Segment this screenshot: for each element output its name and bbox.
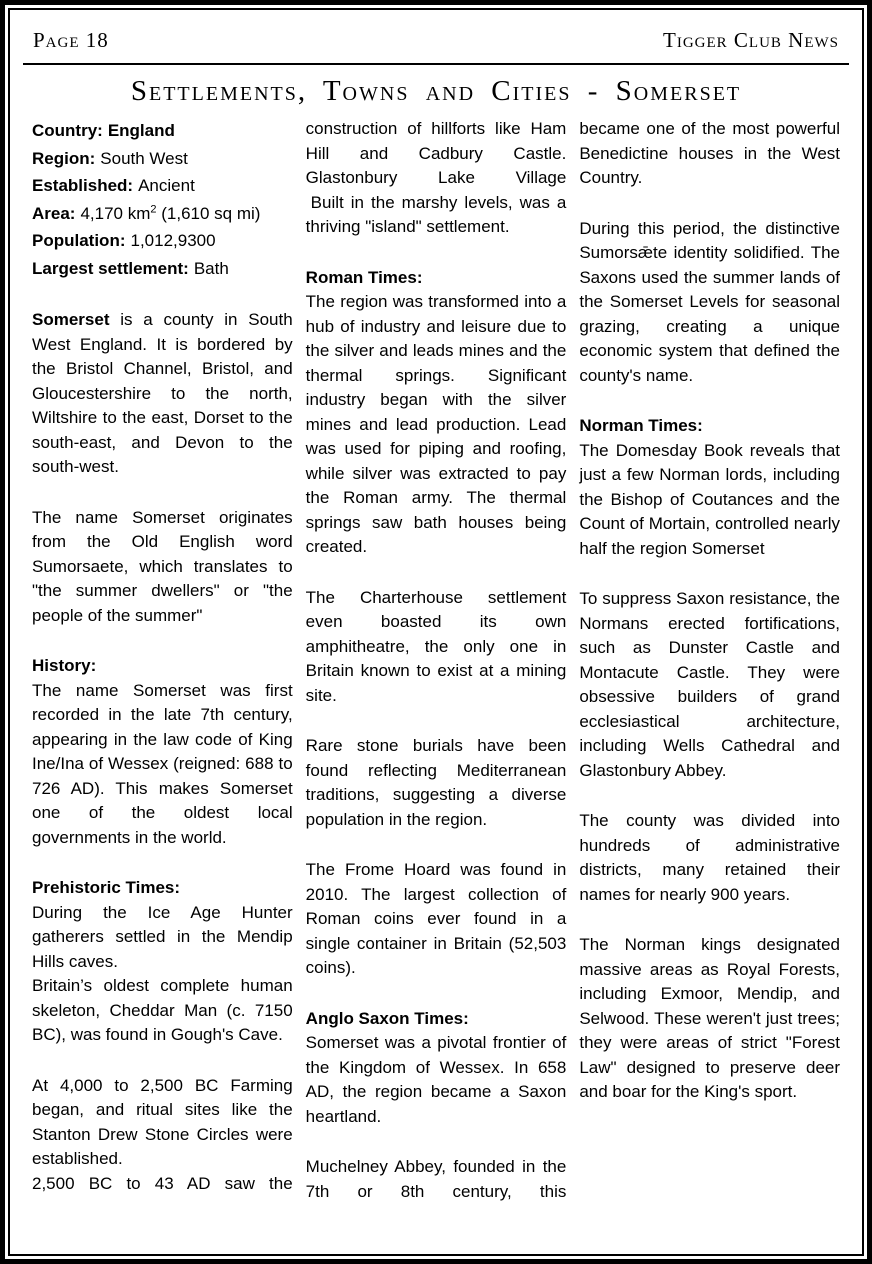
fact-region-label: Region: <box>32 148 96 168</box>
paragraph-norman-1: The Domesday Book reveals that just a few Norman lords, including the Bishop of Coutances and the Count of Mortain, controlled nearly half the region Somerset <box>579 440 841 558</box>
fact-population-value: 1,012,9300 <box>130 231 216 250</box>
fact-region-value: South West <box>100 148 188 168</box>
paragraph-name-origin: The name Somerset originates from the Old English word Sumorsaete, which translates to "the summer dwellers" or "the people of the summer" <box>32 507 293 625</box>
fact-largest-settlement-value: Bath <box>193 258 229 278</box>
fact-region <box>32 145 293 173</box>
paragraph-continuation-hillforts: construction of hillforts like Ham Hill and Cadbury Castle. Glastonbury Lake Village <box>305 119 567 187</box>
page-number: Page 18 <box>33 28 109 52</box>
masthead-title: Tigger Club News <box>663 28 839 52</box>
article-title: Settlements, Towns and Cities - Somerset <box>130 75 742 107</box>
fact-largest-settlement <box>32 255 293 283</box>
fact-established <box>32 172 293 200</box>
page-inner-frame <box>8 8 864 1256</box>
paragraph-roman-4: The Frome Hoard was found in 2010. The largest collection of Roman coins ever found in a single container in Britain (52,503 coins). <box>305 860 567 977</box>
section-heading-anglo-saxon: Anglo Saxon Times: <box>305 1008 469 1028</box>
header-divider <box>23 63 849 65</box>
paragraph-prehistoric-2: Britain’s oldest complete human skeleton, Cheddar Man (c. 7150 BC), was found in Gough's Cave. <box>32 976 293 1044</box>
paragraph-roman-3: Rare stone burials have been found reflecting Mediterranean traditions, suggesting a diverse population in the region. <box>305 736 567 829</box>
paragraph-prehistoric-1: During the Ice Age Hunter gatherers settled in the Mendip Hills caves. <box>32 902 293 971</box>
paragraph-saxon-2: Muchelney Abbey, founded in the 7th or 8th century, this <box>305 1157 567 1201</box>
somerset-intro-text: is a county in South West England. It is bordered by the Bristol Channel, Bristol, and Gloucestershire to the north, Wiltshire to the east, Dorset to the south-east, and Devon to the south-west. <box>32 310 293 476</box>
column-3 <box>579 117 840 1253</box>
section-heading-prehistoric: Prehistoric Times: <box>32 878 181 897</box>
paragraph-prehistoric-4: 2,500 BC to 43 AD saw the <box>32 1173 293 1193</box>
fact-established-value: Ancient <box>138 176 195 195</box>
paragraph-continuation-abbey: became one of the most powerful Benedictine houses in the West Country. <box>579 119 841 187</box>
paragraph-roman-1: The region was transformed into a hub of industry and leisure due to the silver and leads mines and the thermal springs. Significant industry began with the silver mines and lead production. Lead was used for piping and roofing, while silver was extracted to pay the Roman army. The thermal springs saw bath houses being created. <box>305 292 567 556</box>
paragraph-norman-2: To suppress Saxon resistance, the Normans erected fortifications, such as Dunster Castle and Montacute Castle. They were obsessive builders of grand ecclesiastical architecture, including Wells Cathedral and Glastonbury Abbey. <box>579 589 841 780</box>
page-header <box>23 22 849 53</box>
fact-population <box>32 227 293 255</box>
fact-country <box>32 117 293 145</box>
paragraph-roman-2: The Charterhouse settlement even boasted its own amphitheatre, the only one in Britain known to exist at a mining site. <box>305 587 567 705</box>
fact-country-value: England <box>107 121 175 140</box>
fact-area-value: 4,170 km <box>80 203 151 223</box>
fact-established-label: Established: <box>32 176 134 195</box>
column-1 <box>32 117 293 1253</box>
fact-area-superscript: 2 <box>150 202 157 215</box>
somerset-lead-word: Somerset <box>32 310 110 329</box>
fact-country-label: Country: <box>32 121 103 140</box>
fact-population-label: Population: <box>32 231 126 250</box>
paragraph-norman-4: The Norman kings designated massive areas as Royal Forests, including Exmoor, Mendip, and Selwood. These weren't just trees; they were areas of strict "Forest Law" designed to preserve deer and boar for the King's sport. <box>579 935 841 1101</box>
section-heading-roman: Roman Times: <box>305 267 423 287</box>
paragraph-saxon-1: Somerset was a pivotal frontier of the Kingdom of Wessex. In 658 AD, the region became a Saxon heartland. <box>305 1033 567 1126</box>
paragraph-saxon-3: During this period, the distinctive Sumorsǣte identity solidified. The Saxons used the summer lands of the Somerset Levels for seasonal grazing, creating a unique economic system that defined the county's name. <box>579 218 841 385</box>
section-heading-history: History: <box>32 656 97 675</box>
paragraph-history: The name Somerset was first recorded in the late 7th century, appearing in the law code of King Ine/Ina of Wessex (reigned: 688 to 726 AD). This makes Somerset one of the oldest local governments in the world. <box>32 680 293 847</box>
fact-area-label: Area: <box>32 203 76 223</box>
paragraph-lake-village: Built in the marshy levels, was a thriving "island" settlement. <box>305 192 567 236</box>
paragraph-norman-3: The county was divided into hundreds of administrative districts, many retained their names for nearly 900 years. <box>579 811 841 904</box>
article-columns <box>23 117 849 1253</box>
fact-largest-settlement-label: Largest settlement: <box>32 258 189 278</box>
paragraph-prehistoric-3: At 4,000 to 2,500 BC Farming began, and ritual sites like the Stanton Drew Stone Circles were established. <box>32 1075 293 1168</box>
fact-area-rest: (1,610 sq mi) <box>156 203 261 223</box>
infobox <box>32 117 293 282</box>
fact-area <box>32 200 293 228</box>
column-2 <box>306 117 567 1253</box>
section-heading-norman: Norman Times: <box>579 416 703 435</box>
paragraph-somerset-intro <box>32 308 293 480</box>
